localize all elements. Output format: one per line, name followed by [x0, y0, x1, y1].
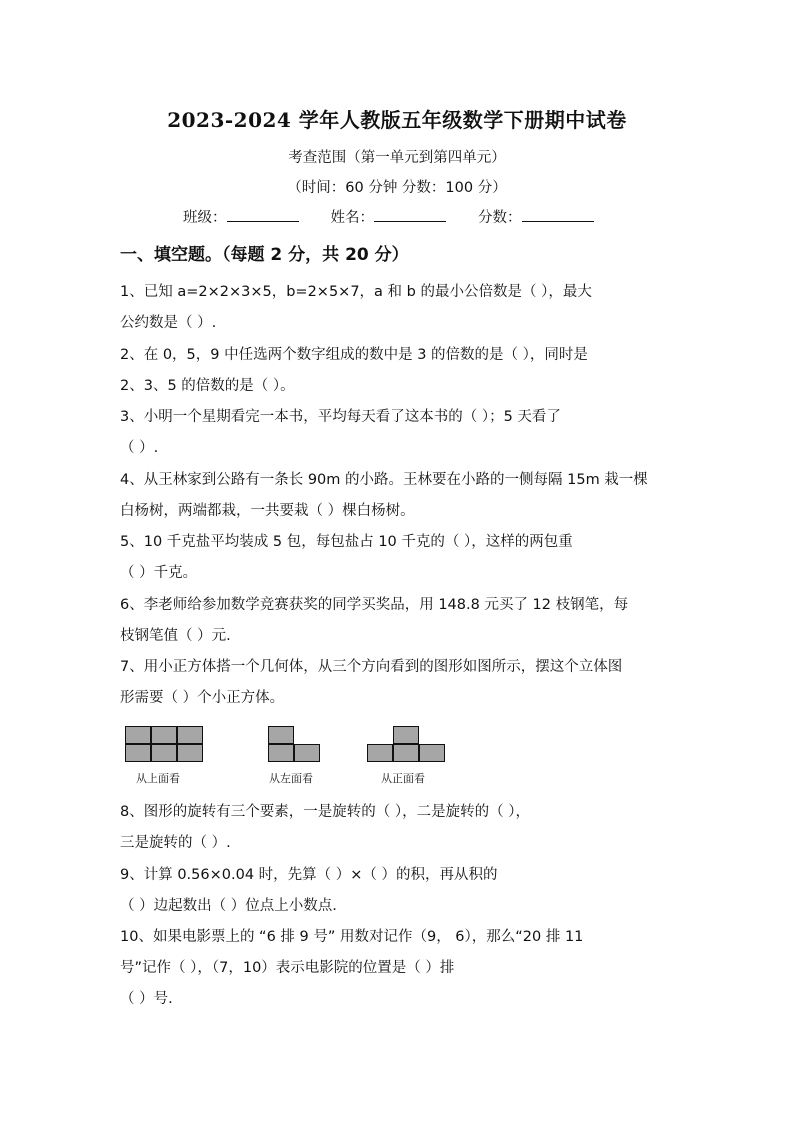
question-line: 号”记作（ ），（7，10）表示电影院的位置是（ ）排 — [120, 960, 455, 976]
exam-scope: 考查范围（第一单元到第四单元） — [288, 150, 506, 166]
cube-square — [419, 744, 445, 762]
cube-square — [367, 744, 393, 762]
question-line: 7、用小正方体搭一个几何体，从三个方向看到的图形如图所示，摆这个立体图 — [120, 659, 623, 675]
name-label: 姓名： — [330, 210, 374, 226]
class-blank[interactable] — [227, 207, 299, 222]
cube-square — [177, 744, 203, 762]
cube-square — [125, 726, 151, 744]
cube-square — [125, 744, 151, 762]
question-line: 4、从王林家到公路有一条长 90m 的小路。王林要在小路的一侧每隔 15m 栽一棵 — [120, 472, 648, 488]
cube-square — [177, 726, 203, 744]
question-line: （ ）千克。 — [120, 565, 198, 581]
question-line: 5、10 千克盐平均装成 5 包，每包盐占 10 千克的（ ），这样的两包重 — [120, 534, 573, 550]
cube-square — [151, 744, 177, 762]
cube-square — [393, 726, 419, 744]
score-blank[interactable] — [522, 207, 594, 222]
top-view-caption: 从上面看 — [136, 772, 180, 785]
question-line: 9、计算 0.56×0.04 时，先算（ ）×（ ）的积，再从积的 — [120, 867, 498, 883]
question-line: 形需要（ ）个小正方体。 — [120, 690, 285, 706]
cube-square — [294, 744, 320, 762]
class-field[interactable] — [183, 206, 299, 227]
question-line: 2、在 0，5，9 中任选两个数字组成的数中是 3 的倍数的是（ ），同时是 — [120, 347, 588, 363]
front-view-caption: 从正面看 — [381, 772, 425, 785]
cube-square — [268, 744, 294, 762]
question-line: 三是旋转的（ ）. — [120, 835, 231, 851]
score-field[interactable] — [478, 206, 594, 227]
name-field[interactable] — [331, 206, 447, 227]
class-label: 班级： — [183, 210, 227, 226]
cube-square — [268, 726, 294, 744]
question-line: 3、小明一个星期看完一本书，平均每天看了这本书的（ ）；5 天看了 — [120, 409, 561, 425]
question-line: 1、已知 a=2×2×3×5，b=2×5×7，a 和 b 的最小公倍数是（ ），最大 — [120, 284, 592, 300]
section-heading: 一、填空题。（每题 2 分，共 20 分） — [120, 245, 409, 265]
name-blank[interactable] — [374, 207, 446, 222]
question-line: 公约数是（ ）. — [120, 315, 217, 331]
question-line: （ ）. — [120, 440, 159, 456]
question-line: 枝钢笔值（ ）元. — [120, 628, 231, 644]
question-line: 10、如果电影票上的 “6 排 9 号” 用数对记作（9， 6），那么“20 排 11 — [120, 929, 584, 945]
left-view-caption: 从左面看 — [269, 772, 313, 785]
question-line: 2、3、5 的倍数的是（ ）。 — [120, 378, 295, 394]
score-label: 分数： — [478, 210, 522, 226]
question-line: 白杨树，两端都栽，一共要栽（ ）棵白杨树。 — [120, 503, 415, 519]
cube-square — [151, 726, 177, 744]
question-line: 8、图形的旋转有三个要素，一是旋转的（ ），二是旋转的（ ）， — [120, 804, 530, 820]
question-line: （ ）号. — [120, 991, 173, 1007]
time-score-line: （时间：60 分钟 分数：100 分） — [287, 180, 507, 196]
question-line: 6、李老师给参加数学竞赛获奖的同学买奖品，用 148.8 元买了 12 枝钢笔，每 — [120, 597, 629, 613]
student-info-row — [183, 206, 594, 227]
exam-title: 2023-2024 学年人教版五年级数学下册期中试卷 — [167, 108, 627, 132]
question-line: （ ）边起数出（ ）位点上小数点. — [120, 898, 337, 914]
cube-square — [393, 744, 419, 762]
